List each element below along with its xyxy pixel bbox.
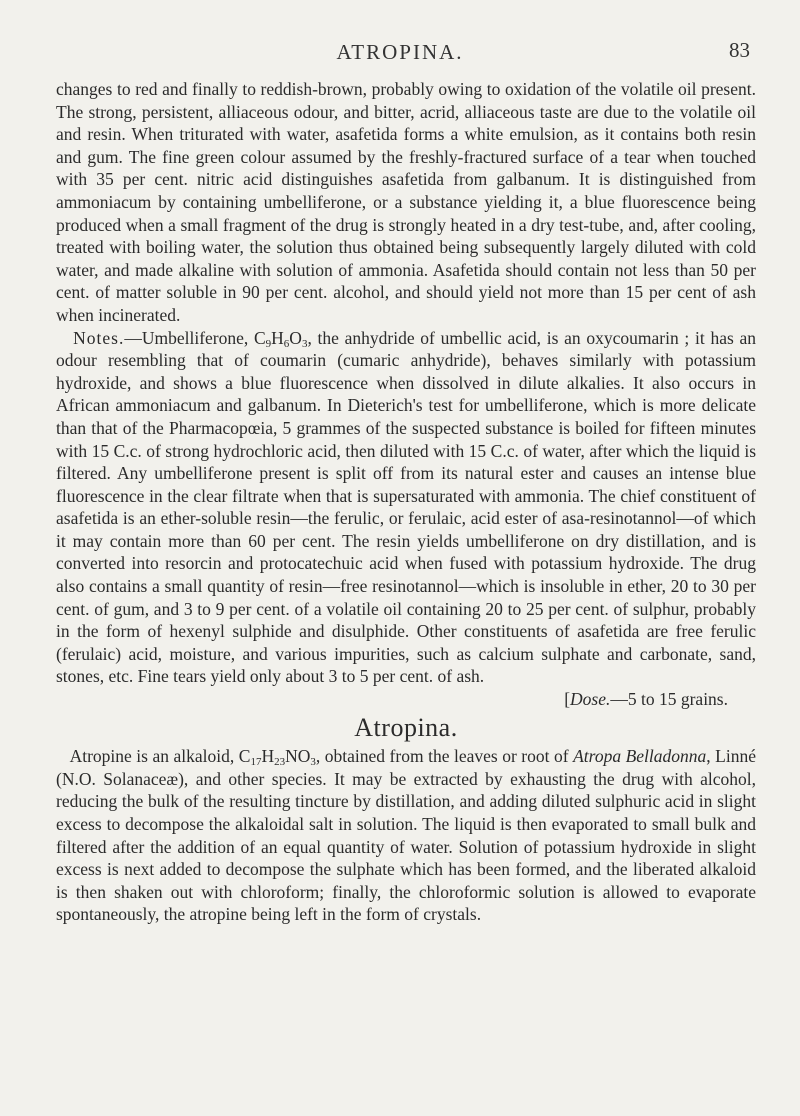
atropina-text-e: , Linné (N.O. Solanaceæ), and other species. It may be extracted by exhausting the drug with alcohol, reducing the bulk of the resulting tincture by distillation, and adding diluted sulphuric acid in slight excess to decompose the alkaloidal salt in solution. The liquid is then evaporated to small bulk and filtered after the addition of an equal quantity of water. Solution of potassium hydroxide in slight excess is next added to decompose the sulphate which has been formed, and the liberated alkaloid is then shaken out with chloroform; finally, the chloroformic solution is allowed to evaporate spontaneously, the atropine being left in the form of crystals. bbox=[56, 746, 756, 925]
atropina-text-d: , obtained from the leaves or root of bbox=[315, 746, 574, 767]
atropina-text-b: H bbox=[261, 746, 275, 767]
atropina-text-a: Atropine is an alkaloid, C bbox=[69, 746, 251, 767]
notes-text-a: —Umbelliferone, C bbox=[124, 327, 266, 348]
notes-text-b: H bbox=[271, 327, 284, 348]
formula-subscript: 17 bbox=[250, 756, 262, 769]
species-name: Atropa Belladonna bbox=[573, 746, 707, 767]
section-heading: Atropina. bbox=[354, 712, 458, 742]
dose-label: Dose. bbox=[570, 689, 611, 710]
formula-subscript: 3 bbox=[310, 756, 316, 769]
atropina-text-c: NO bbox=[285, 746, 311, 767]
formula-subscript: 6 bbox=[283, 337, 290, 350]
notes-label: Notes. bbox=[73, 327, 125, 348]
formula-subscript: 9 bbox=[265, 337, 272, 350]
notes-text-c: O bbox=[289, 327, 302, 348]
formula-subscript: 3 bbox=[301, 337, 308, 350]
atropina-paragraph bbox=[56, 745, 756, 926]
notes-text-d: , the anhydride of umbellic acid, is an oxycoumarin ; it has an odour resembling that of coumarin (cumaric anhydride), behaves similarly with potassium hydroxide, and shows a blue fluorescence when dissolved in dilute alkalies. It also occurs in African ammoniacum and galbanum. In Dieterich's test for umbelliferone, which is more delicate than that of the Pharmacopœia, 5 grammes of the suspected substance is boiled for fifteen minutes with 15 C.c. of strong hydrochloric acid, then diluted with 15 C.c. of water, after which the liquid is filtered. Any umbelliferone present is split off from its natural ester and causes an intense blue fluorescence in the clear filtrate when that is supersaturated with ammonia. The chief constituent of asafetida is an ether-soluble resin—the ferulic, or ferulaic, acid ester of asa-resinotannol—of which it may contain more than 60 per cent. The resin yields umbelliferone on dry distillation, and is converted into resorcin and protocatechuic acid when fused with potassium hydroxide. The drug also contains a small quantity of resin—free resinotannol—which is insoluble in ether, 20 to 30 per cent. of gum, and 3 to 9 per cent. of a volatile oil containing 20 to 25 per cent. of sulphur, probably in the form of hexenyl sulphide and disulphide. Other constituents of asafetida are free ferulic (ferulaic) acid, moisture, and various impurities, such as calcium sulphate and carbonate, sand, stones, etc. Fine tears yield only about 3 to 5 per cent. of ash. bbox=[56, 327, 756, 687]
formula-subscript: 23 bbox=[274, 756, 286, 769]
page-number: 83 bbox=[729, 38, 750, 62]
notes-paragraph bbox=[56, 327, 756, 689]
dose-line: [Dose.—5 to 15 grains. bbox=[564, 689, 728, 710]
running-title: ATROPINA. bbox=[336, 40, 464, 64]
body-text bbox=[56, 78, 756, 926]
asafetida-paragraph: changes to red and finally to reddish-brown, probably owing to oxidation of the volatile oil present. The strong, persistent, alliaceous odour, and bitter, acrid, alliaceous taste are due to the volatile oil and resin. When triturated with water, asafetida forms a white emulsion, as it contains both resin and gum. The fine green colour assumed by the freshly-fractured surface of a tear when touched with 35 per cent. nitric acid distinguishes asafetida from galbanum. It is distinguished from ammoniacum by containing umbelliferone, or a substance yielding it, a blue fluorescence being produced when a small fragment of the drug is strongly heated in a dry test-tube, and, after cooling, treated with boiling water, the solution thus obtained being subsequently largely diluted with cold water, and made alkaline with solution of ammonia. Asafetida should contain not less than 50 per cent. of matter soluble in 90 per cent. alcohol, and should yield not more than 15 per cent of ash when incinerated. bbox=[56, 79, 756, 325]
dose-value: —5 to 15 grains. bbox=[610, 689, 728, 710]
